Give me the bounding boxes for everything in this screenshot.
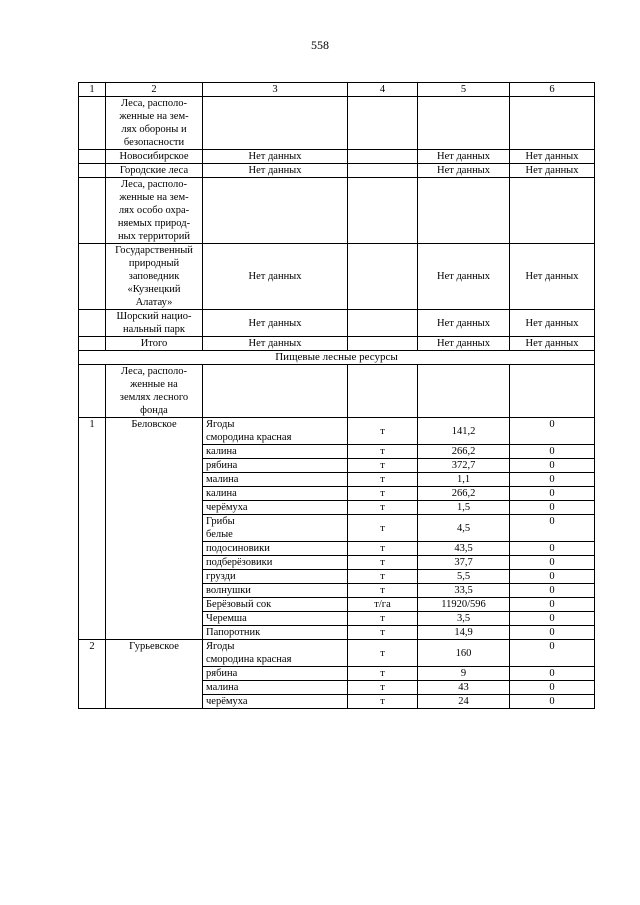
column-number-1: 1: [79, 83, 106, 97]
cell-forest: Беловское: [106, 418, 203, 640]
cell-col6: Нет данных: [510, 310, 595, 337]
cell-col4: [348, 244, 418, 310]
cell-zero: 0: [510, 501, 595, 515]
cell-col4: [348, 310, 418, 337]
cell-resource: Черемша: [203, 612, 348, 626]
cell-zero: 0: [510, 487, 595, 501]
cell-unit: т/га: [348, 598, 418, 612]
data-table: [78, 82, 595, 709]
cell-zero: 0: [510, 584, 595, 598]
cell-num: [79, 97, 106, 150]
cell-num: [79, 164, 106, 178]
column-number-row: [79, 83, 595, 97]
cell-zero: 0: [510, 640, 595, 667]
cell-unit: т: [348, 418, 418, 445]
cell-unit: т: [348, 473, 418, 487]
cell-forest: Итого: [106, 337, 203, 351]
section-subhead-row: [79, 365, 595, 418]
cell-col6: [510, 178, 595, 244]
cell-forest: Государственный природный заповедник «Кузнецкий Алатау»: [106, 244, 203, 310]
cell-unit: т: [348, 695, 418, 709]
cell-zero: 0: [510, 542, 595, 556]
table-row: [79, 150, 595, 164]
table-row: [79, 164, 595, 178]
cell-zero: 0: [510, 445, 595, 459]
cell-num: [79, 337, 106, 351]
cell-resource: черёмуха: [203, 695, 348, 709]
cell-num: 2: [79, 640, 106, 709]
cell-resource: малина: [203, 681, 348, 695]
cell-resource: малина: [203, 473, 348, 487]
cell-col5: [418, 97, 510, 150]
cell-col3: Нет данных: [203, 150, 348, 164]
cell-resource: Берёзовый сок: [203, 598, 348, 612]
cell-forest: Гурьевское: [106, 640, 203, 709]
cell-value: 33,5: [418, 584, 510, 598]
cell-resource: рябина: [203, 667, 348, 681]
cell-value: 14,9: [418, 626, 510, 640]
cell-num: [79, 150, 106, 164]
cell-unit: т: [348, 681, 418, 695]
cell-col4: [348, 178, 418, 244]
table-row: [79, 97, 595, 150]
cell-col6: [510, 97, 595, 150]
cell-col3: Нет данных: [203, 310, 348, 337]
cell-value: 43: [418, 681, 510, 695]
cell-unit: т: [348, 487, 418, 501]
section-title: Пищевые лесные ресурсы: [79, 351, 595, 365]
cell-zero: 0: [510, 626, 595, 640]
cell-value: 1,5: [418, 501, 510, 515]
cell-value: 5,5: [418, 570, 510, 584]
cell-col5: Нет данных: [418, 337, 510, 351]
cell-value: 4,5: [418, 515, 510, 542]
cell-col3: Нет данных: [203, 164, 348, 178]
cell-value: 372,7: [418, 459, 510, 473]
cell-col5: [418, 365, 510, 418]
table-row: [79, 418, 595, 445]
cell-unit: т: [348, 640, 418, 667]
cell-col5: Нет данных: [418, 310, 510, 337]
cell-resource: подберёзовики: [203, 556, 348, 570]
cell-unit: т: [348, 542, 418, 556]
table-row: [79, 178, 595, 244]
cell-value: 141,2: [418, 418, 510, 445]
cell-num: [79, 244, 106, 310]
cell-col6: Нет данных: [510, 337, 595, 351]
cell-forest: Шорский нацио- нальный парк: [106, 310, 203, 337]
cell-col5: [418, 178, 510, 244]
cell-resource: Ягоды смородина красная: [203, 640, 348, 667]
cell-zero: 0: [510, 695, 595, 709]
cell-resource: Папоротник: [203, 626, 348, 640]
cell-unit: т: [348, 445, 418, 459]
cell-unit: т: [348, 515, 418, 542]
cell-zero: 0: [510, 418, 595, 445]
cell-unit: т: [348, 501, 418, 515]
cell-zero: 0: [510, 556, 595, 570]
cell-value: 266,2: [418, 445, 510, 459]
cell-col3: [203, 97, 348, 150]
cell-col6: Нет данных: [510, 150, 595, 164]
cell-col6: [510, 365, 595, 418]
cell-unit: т: [348, 556, 418, 570]
cell-resource: Грибы белые: [203, 515, 348, 542]
cell-value: 43,5: [418, 542, 510, 556]
cell-resource: калина: [203, 487, 348, 501]
cell-num: 1: [79, 418, 106, 640]
cell-col3: [203, 365, 348, 418]
cell-unit: т: [348, 584, 418, 598]
cell-resource: рябина: [203, 459, 348, 473]
table-row: [79, 337, 595, 351]
cell-zero: 0: [510, 667, 595, 681]
page-number: 558: [311, 38, 329, 52]
cell-resource: черёмуха: [203, 501, 348, 515]
column-number-2: 2: [106, 83, 203, 97]
cell-col4: [348, 97, 418, 150]
cell-col6: Нет данных: [510, 244, 595, 310]
cell-value: 3,5: [418, 612, 510, 626]
cell-forest: Леса, располо- женные на землях лесного фонда: [106, 365, 203, 418]
cell-col3: Нет данных: [203, 244, 348, 310]
cell-col4: [348, 150, 418, 164]
cell-col3: Нет данных: [203, 337, 348, 351]
cell-col6: Нет данных: [510, 164, 595, 178]
column-number-4: 4: [348, 83, 418, 97]
cell-zero: 0: [510, 473, 595, 487]
cell-zero: 0: [510, 515, 595, 542]
column-number-5: 5: [418, 83, 510, 97]
cell-zero: 0: [510, 570, 595, 584]
cell-value: 24: [418, 695, 510, 709]
cell-col5: Нет данных: [418, 244, 510, 310]
cell-unit: т: [348, 667, 418, 681]
cell-resource: Ягоды смородина красная: [203, 418, 348, 445]
cell-num: [79, 310, 106, 337]
cell-num: [79, 365, 106, 418]
cell-value: 1,1: [418, 473, 510, 487]
cell-value: 266,2: [418, 487, 510, 501]
cell-unit: т: [348, 570, 418, 584]
column-number-6: 6: [510, 83, 595, 97]
cell-resource: калина: [203, 445, 348, 459]
cell-value: 160: [418, 640, 510, 667]
cell-num: [79, 178, 106, 244]
cell-forest: Леса, располо- женные на зем- лях обороны и безопасности: [106, 97, 203, 150]
cell-col4: [348, 164, 418, 178]
cell-zero: 0: [510, 598, 595, 612]
table-row: [79, 244, 595, 310]
cell-unit: т: [348, 612, 418, 626]
cell-forest: Леса, располо- женные на зем- лях особо охра- няемых природ- ных территорий: [106, 178, 203, 244]
cell-zero: 0: [510, 681, 595, 695]
table-row: [79, 310, 595, 337]
cell-unit: т: [348, 459, 418, 473]
cell-forest: Городские леса: [106, 164, 203, 178]
cell-col5: Нет данных: [418, 164, 510, 178]
cell-col4: [348, 337, 418, 351]
cell-resource: грузди: [203, 570, 348, 584]
cell-forest: Новосибирское: [106, 150, 203, 164]
table-row: [79, 640, 595, 667]
cell-col4: [348, 365, 418, 418]
section-title-row: [79, 351, 595, 365]
column-number-3: 3: [203, 83, 348, 97]
cell-col5: Нет данных: [418, 150, 510, 164]
cell-unit: т: [348, 626, 418, 640]
cell-resource: волнушки: [203, 584, 348, 598]
cell-zero: 0: [510, 459, 595, 473]
cell-resource: подосиновики: [203, 542, 348, 556]
cell-value: 37,7: [418, 556, 510, 570]
cell-value: 9: [418, 667, 510, 681]
cell-zero: 0: [510, 612, 595, 626]
cell-value: 11920/596: [418, 598, 510, 612]
cell-col3: [203, 178, 348, 244]
